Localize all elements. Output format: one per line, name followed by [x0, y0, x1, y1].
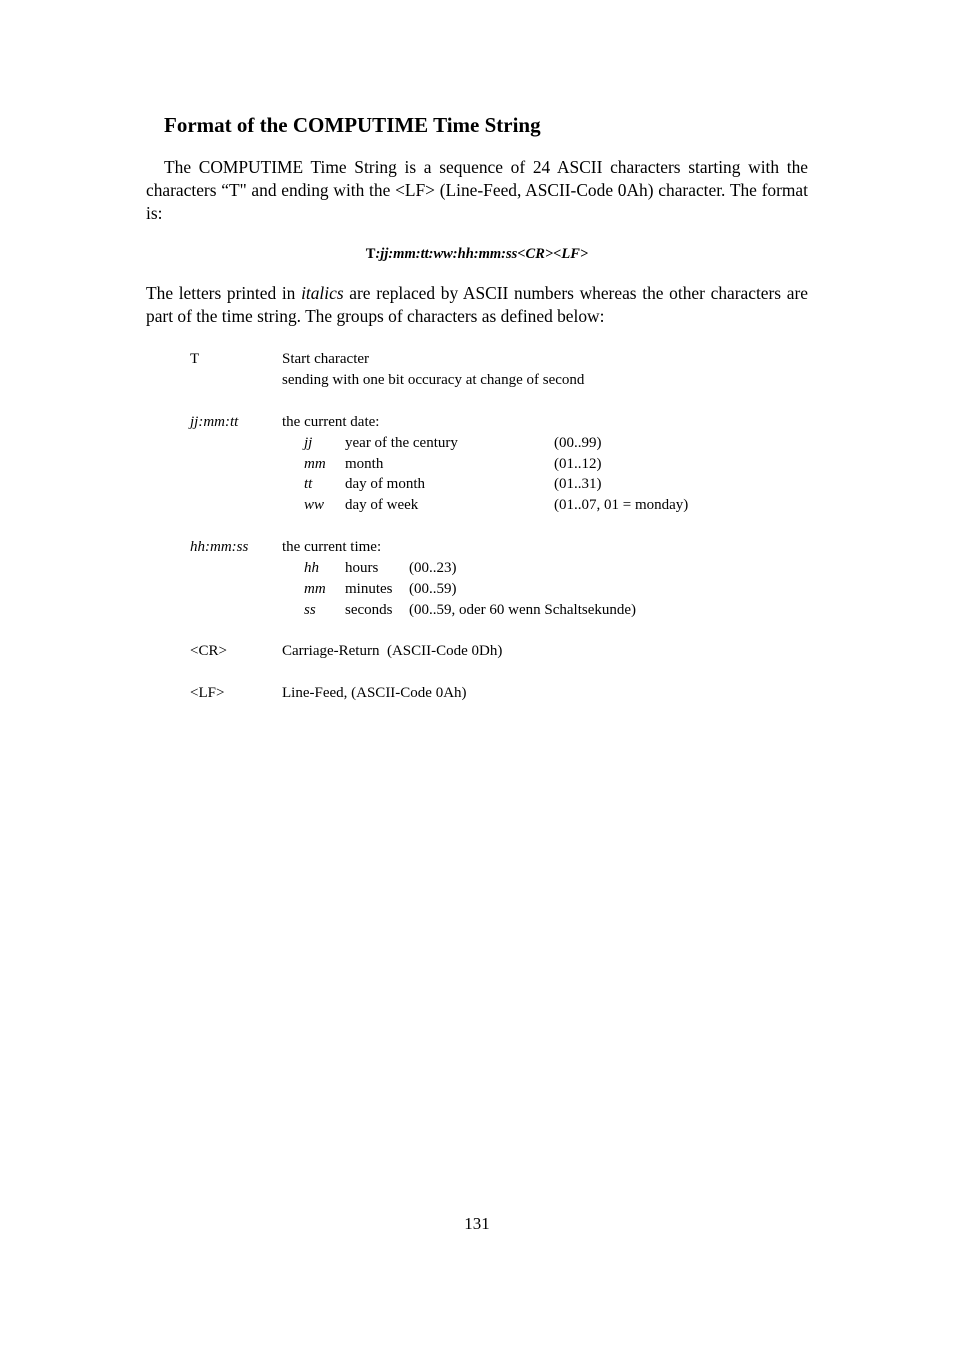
explanation-italic-word: italics: [301, 283, 344, 303]
format-prefix: T: [365, 246, 376, 262]
lf-desc: Line-Feed, (ASCII-Code 0Ah): [282, 685, 467, 701]
term-lf: <LF>: [190, 685, 225, 701]
time-item-range: (00..23): [409, 560, 457, 576]
time-item-key: mm: [304, 581, 326, 597]
term-cr: <CR>: [190, 643, 227, 659]
intro-paragraph: The COMPUTIME Time String is a sequence of 24 ASCII characters starting with the characters “T" and ending with the <LF> (Line-Feed, ASCII-Code 0Ah) character. The format is:: [146, 157, 808, 223]
page-number: 131: [464, 1214, 490, 1233]
start-desc-line1: Start character: [282, 351, 370, 367]
date-item-range: (00..99): [554, 435, 602, 451]
date-item-label: year of the century: [345, 435, 458, 451]
date-item-key: mm: [304, 456, 326, 472]
time-item-label: hours: [345, 560, 379, 576]
time-intro: the current time:: [282, 539, 382, 555]
explanation-paragraph: [146, 282, 808, 328]
term-start: T: [190, 351, 200, 367]
time-item-range: (00..59, oder 60 wenn Schaltsekunde): [409, 602, 637, 618]
date-item-key: tt: [304, 476, 313, 492]
explanation-before: The letters printed in: [146, 283, 302, 303]
date-item-label: month: [345, 456, 384, 472]
time-item-range: (00..59): [409, 581, 457, 597]
time-item-label: seconds: [345, 602, 393, 618]
explanation-after: are replaced by ASCII numbers whereas the other characters are part of the time string. The groups of characters as defined below:: [146, 283, 808, 326]
page-title: Format of the COMPUTIME Time String: [164, 113, 541, 137]
time-item-label: minutes: [345, 581, 393, 597]
cr-desc: Carriage-Return (ASCII-Code 0Dh): [282, 643, 503, 659]
date-item-key: jj: [304, 435, 313, 451]
term-time: hh:mm:ss: [190, 539, 249, 555]
time-item-key: ss: [304, 602, 316, 618]
time-item-key: hh: [304, 560, 319, 576]
start-desc-line2: sending with one bit occuracy at change of second: [282, 372, 585, 388]
format-string: [0, 244, 954, 264]
date-item-label: day of month: [345, 476, 425, 492]
date-item-key: ww: [304, 497, 325, 513]
date-item-range: (01..31): [554, 476, 602, 492]
format-pattern: :jj:mm:tt:ww:hh:mm:ss<CR><LF>: [375, 246, 589, 262]
date-item-range: (01..12): [554, 456, 602, 472]
date-intro: the current date:: [282, 414, 380, 430]
date-item-range: (01..07, 01 = monday): [554, 497, 689, 513]
term-date: jj:mm:tt: [190, 414, 239, 430]
date-item-label: day of week: [345, 497, 419, 513]
